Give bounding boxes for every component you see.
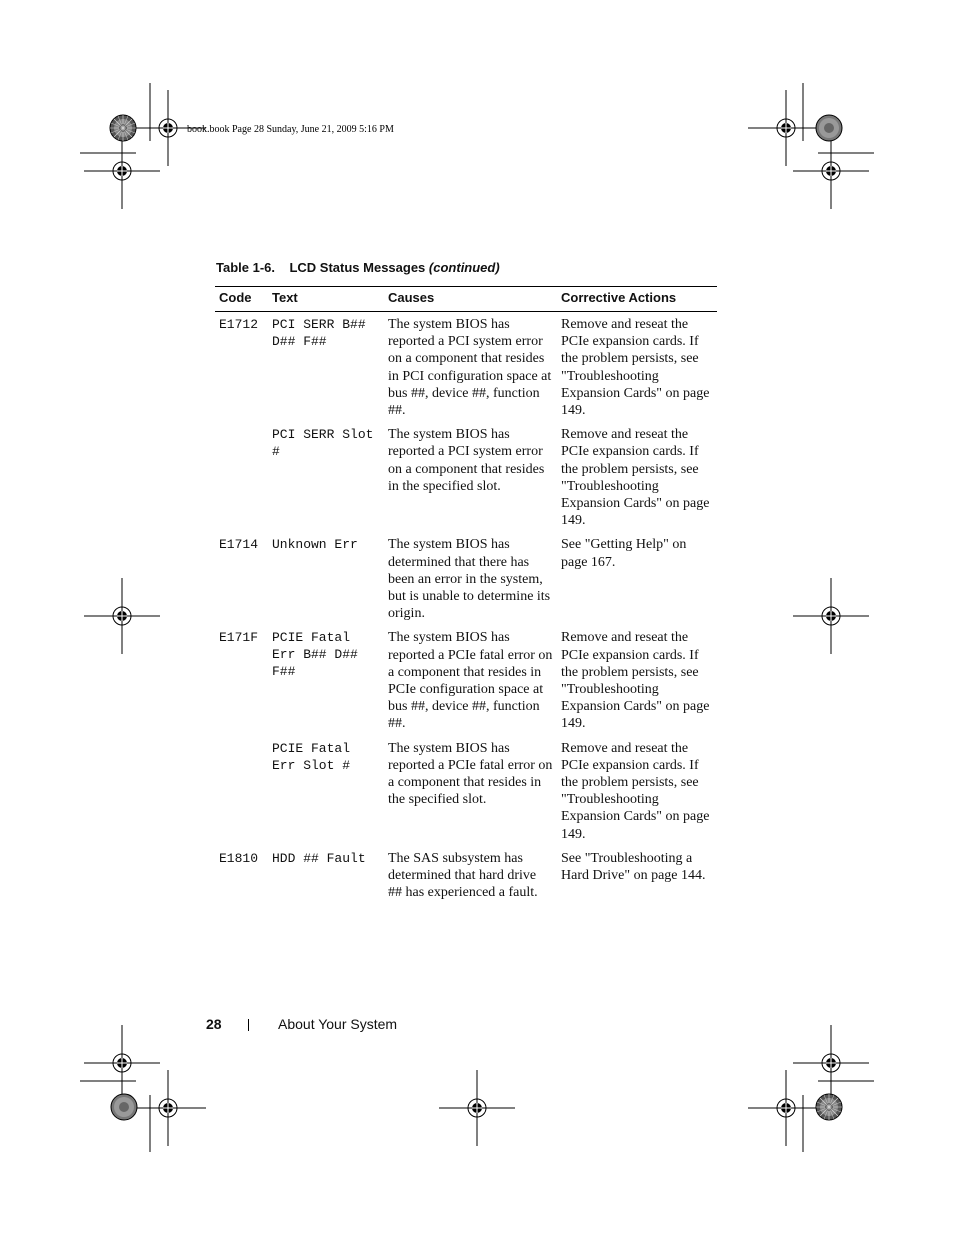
cell-text: PCIE Fatal Err B## D## F## bbox=[272, 630, 358, 680]
footer-section-title: About Your System bbox=[278, 1016, 398, 1032]
header-causes: Causes bbox=[384, 287, 557, 312]
cell-text: PCI SERR B## D## F## bbox=[272, 317, 366, 349]
cell-code bbox=[215, 740, 268, 850]
cell-code: E1714 bbox=[219, 537, 259, 553]
table-header-row bbox=[215, 287, 717, 312]
page-number: 28 bbox=[206, 1016, 222, 1032]
cell-text: HDD ## Fault bbox=[272, 850, 366, 866]
header-text: Text bbox=[268, 287, 384, 312]
table-row bbox=[215, 426, 717, 536]
table-row bbox=[215, 629, 717, 739]
footer-divider bbox=[248, 1019, 249, 1031]
cell-cause: The system BIOS has reported a PCI system error on a component that resides in PCI configuration space at bus ##, device ##, function ##. bbox=[388, 317, 552, 419]
table-row bbox=[215, 312, 717, 427]
table-row bbox=[215, 536, 717, 629]
table-caption-label: Table 1-6. bbox=[216, 260, 276, 275]
cell-action: Remove and reseat the PCIe expansion cards. If the problem persists, see "Troubleshooting Expansion Cards" on page 149. bbox=[561, 740, 710, 842]
table-caption-continued: (continued) bbox=[428, 260, 500, 275]
cell-text: PCI SERR Slot # bbox=[272, 427, 374, 460]
cell-code: E1810 bbox=[219, 850, 259, 866]
print-header-slug: book.book Page 28 Sunday, June 21, 2009 5:16 PM bbox=[187, 124, 394, 135]
cell-action: See "Troubleshooting a Hard Drive" on page 144. bbox=[561, 850, 706, 884]
cell-cause: The system BIOS has reported a PCIe fatal error on a component that resides in PCIe configuration space at bus ##, device ##, function ##. bbox=[388, 630, 553, 732]
cell-code bbox=[215, 426, 268, 536]
cell-action: Remove and reseat the PCIe expansion cards. If the problem persists, see "Troubleshooting Expansion Cards" on page 149. bbox=[561, 317, 710, 419]
cell-cause: The system BIOS has reported a PCI system error on a component that resides in the specified slot. bbox=[388, 427, 545, 494]
cell-cause: The system BIOS has determined that there has been an error in the system, but is unable to determine its origin. bbox=[388, 537, 551, 622]
cell-cause: The system BIOS has reported a PCIe fatal error on a component that resides in the specified slot. bbox=[388, 740, 553, 808]
table-row bbox=[215, 850, 717, 909]
header-code: Code bbox=[215, 287, 268, 312]
header-corrective-actions: Corrective Actions bbox=[557, 287, 717, 312]
table-caption bbox=[216, 260, 500, 275]
cell-action: See "Getting Help" on page 167. bbox=[561, 537, 687, 570]
cell-text: PCIE Fatal Err Slot # bbox=[272, 740, 351, 773]
cell-text: Unknown Err bbox=[272, 537, 358, 553]
cell-cause: The SAS subsystem has determined that hard drive ## has experienced a fault. bbox=[388, 850, 538, 901]
table-caption-title: LCD Status Messages bbox=[289, 260, 426, 275]
cell-action: Remove and reseat the PCIe expansion cards. If the problem persists, see "Troubleshooting Expansion Cards" on page 149. bbox=[561, 630, 710, 732]
cell-action: Remove and reseat the PCIe expansion cards. If the problem persists, see "Troubleshooting Expansion Cards" on page 149. bbox=[561, 427, 710, 529]
cell-code: E171F bbox=[219, 630, 259, 646]
lcd-status-messages-table bbox=[215, 286, 717, 909]
table-row bbox=[215, 740, 717, 850]
cell-code: E1712 bbox=[219, 317, 259, 332]
